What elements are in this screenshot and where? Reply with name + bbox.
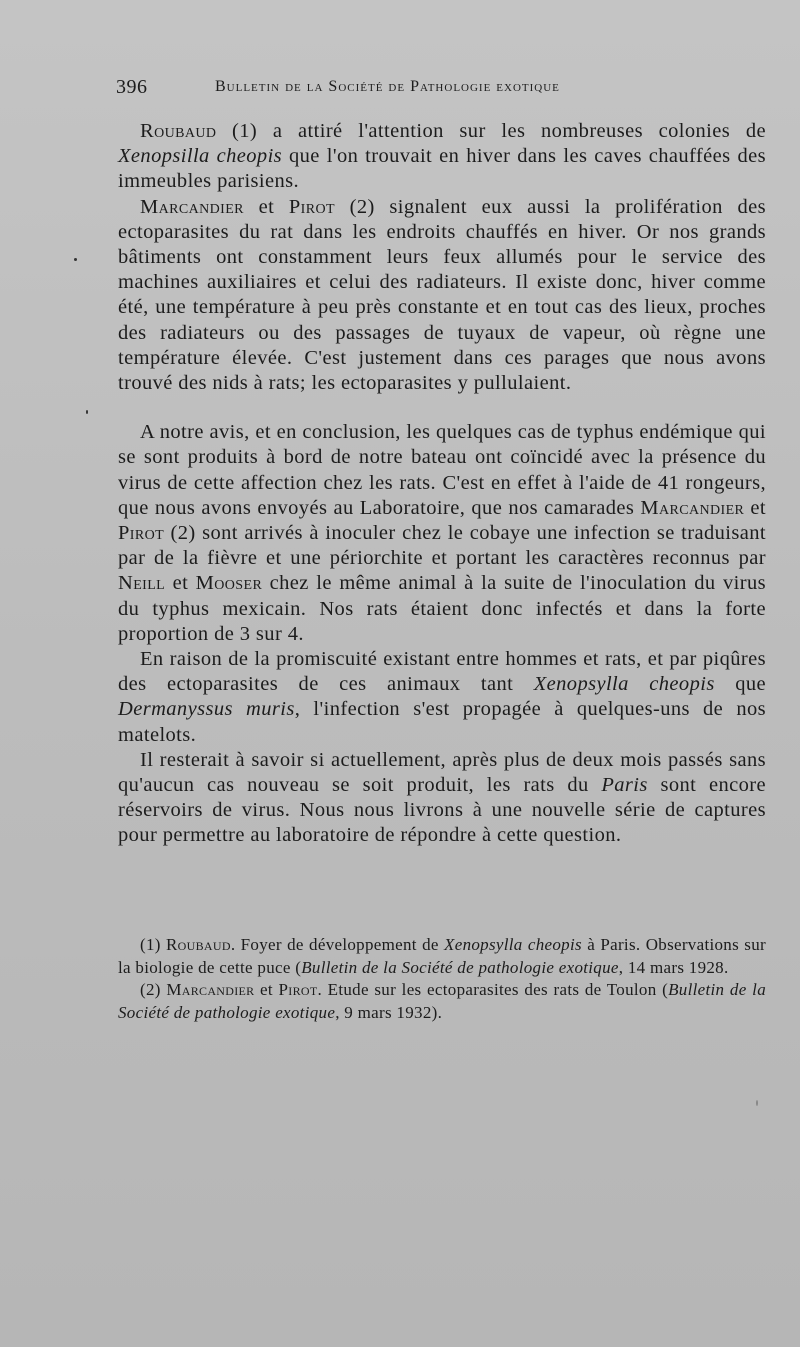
- place-name: Paris: [601, 774, 648, 797]
- footnote-marker: (2): [140, 980, 167, 999]
- footnotes: [118, 934, 766, 1024]
- text-run: (1) a attiré l'attention sur les nombreuses colonies de: [216, 120, 766, 142]
- text-run: . Foyer de développement de: [230, 935, 445, 954]
- author-name: Roubaud: [166, 935, 231, 954]
- footnote-1: [118, 934, 766, 979]
- text-run: Il resterait à savoir si actuellement, après plus de deux mois passés sans qu'aucun cas nouveau se soit produit, les rats du: [118, 748, 766, 797]
- author-name: Neill: [118, 572, 166, 595]
- text-run: et: [254, 980, 279, 999]
- author-name: Marcandier: [166, 980, 255, 999]
- author-name: Mooser: [195, 572, 263, 595]
- paragraph-5: [118, 748, 766, 849]
- paragraph-1: [118, 119, 766, 195]
- text-run: à Paris. Observations sur la biologie de cette puce (: [118, 935, 766, 977]
- text-run: et: [744, 496, 766, 519]
- text-run: sont encore réservoirs de virus. Nous nous livrons à une nouvelle série de captures pour permettre au laboratoire de répondre à cette question.: [118, 774, 766, 847]
- journal-title: Bulletin de la Société de pathologie exotique: [118, 980, 766, 1022]
- text-run: et: [165, 572, 196, 595]
- text-run: que l'on trouvait en hiver dans les caves chauffées des immeubles parisiens.: [118, 145, 766, 193]
- species-name: Xenopsylla cheopis: [444, 935, 582, 954]
- scan-speck: [86, 410, 88, 414]
- text-run: (2) sont arrivés à inoculer chez le cobaye une infection se traduisant par de la fièvre et une périorchite et portant les caractères reconnus par: [118, 522, 766, 570]
- author-name: Marcandier: [140, 195, 244, 218]
- text-run: et: [243, 195, 289, 218]
- paragraph-4: [118, 647, 766, 748]
- text-run: , 14 mars 1928.: [618, 957, 729, 977]
- author-name: Pirot: [288, 195, 335, 218]
- text-run: (2) signalent eux aussi la prolifération des ectoparasites du rat dans les endroits chauffés en hiver. Or nos grands bâtiments ont constamment leurs feux allumés pour le service des machines auxiliaires et celui des radiateurs. Il existe donc, hiver comme été, une température à peu près constante et en tout cas des lieux, proches des radiateurs ou des passages de tuyaux de vapeur, où règne une température élevée. C'est justement dans ces parages que nous avons trouvé des nids à rats; les ectoparasites y pullulaient.: [118, 195, 766, 395]
- scan-speck: [74, 258, 77, 261]
- author-name: Pirot: [118, 522, 165, 545]
- author-name: Roubaud: [140, 120, 217, 142]
- species-name: Xenopsilla cheopis: [118, 145, 283, 168]
- text-run: . Etude sur les ectoparasites des rats de Toulon (: [317, 980, 669, 999]
- text-run: chez le même animal à la suite de l'inoculation du virus du typhus mexicain. Nos rats étaient donc infectés et dans la forte proportion de 3 sur 4.: [118, 572, 766, 645]
- page-number: 396: [116, 76, 148, 98]
- text-run: , 9 mars 1932).: [335, 1002, 443, 1022]
- body-text: [118, 119, 766, 849]
- text-run: que: [714, 673, 766, 696]
- text-run: , l'infection s'est propagée à quelques-uns de nos matelots.: [118, 698, 766, 746]
- footnote-2: [118, 979, 766, 1024]
- author-name: Marcandier: [640, 496, 745, 519]
- species-name: Xenopsylla cheopis: [533, 673, 715, 696]
- paragraph-3: [118, 420, 766, 647]
- text-run: A notre avis, et en conclusion, les quelques cas de typhus endémique qui se sont produits à bord de notre bateau ont coïncidé avec la présence du virus de cette affection chez les rats. C'est en effet à l'aide de 41 rongeurs, que nous avons envoyés au Laboratoire, que nos camarades: [118, 421, 766, 519]
- scan-speck: [756, 1100, 758, 1106]
- paragraph-2: [118, 195, 766, 397]
- footnote-marker: (1): [140, 935, 167, 954]
- species-name: Dermanyssus muris: [118, 698, 295, 721]
- running-title: Bulletin de la Société de Pathologie exotique: [215, 78, 560, 95]
- author-name: Pirot: [278, 980, 318, 999]
- text-run: En raison de la promiscuité existant entre hommes et rats, et par piqûres des ectoparasites de ces animaux tant: [118, 648, 766, 696]
- journal-title: Bulletin de la Société de pathologie exotique: [301, 957, 619, 977]
